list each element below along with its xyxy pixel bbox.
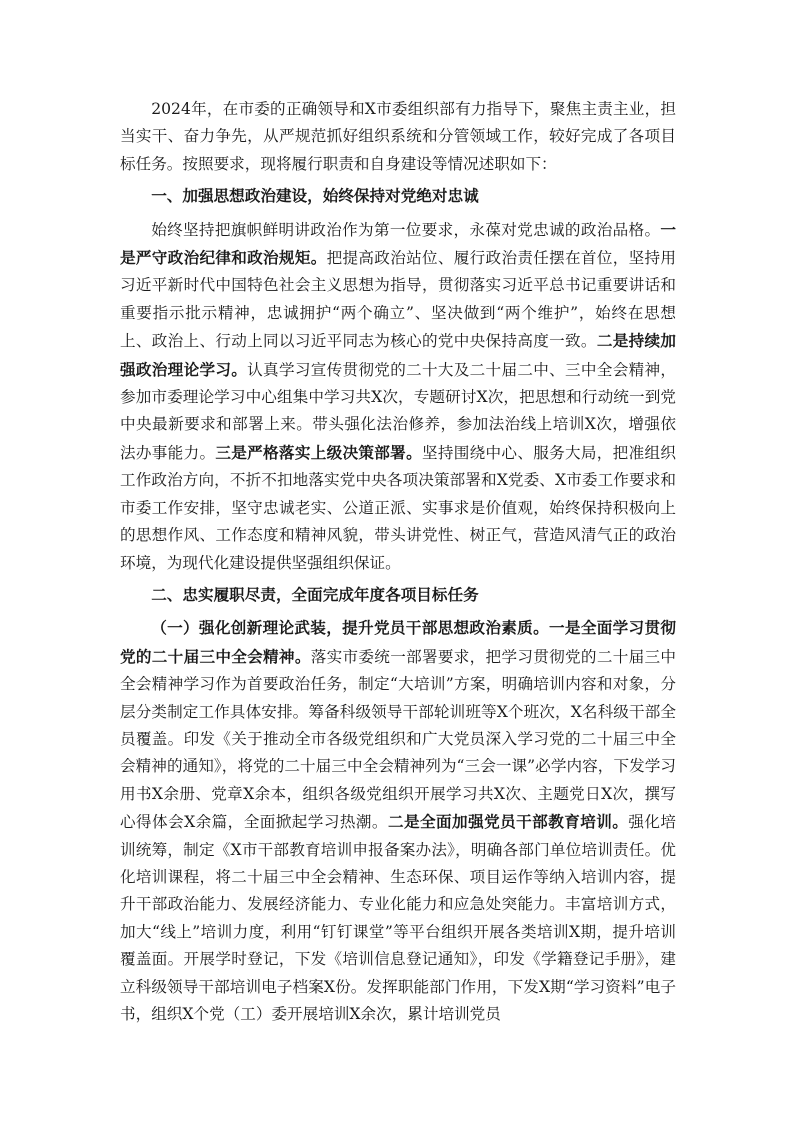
section-1-paragraph: 始终坚持把旗帜鲜明讲政治作为第一位要求，永葆对党忠诚的政治品格。一是严守政治纪律和政治规矩。把提高政治站位、履行政治责任摆在首位，坚持用习近平新时代中国特色社会主义思想为指导，贯彻落实习近平总书记重要讲话和重要指示批示精神，忠诚拥护“两个确立”、坚决做到“两个维护”，始终在思想上、政治上、行动上同以习近平同志为核心的党中央保持高度一致。二是持续加强政治理论学习。认真学习宣传贯彻党的二十大及二十届二中、三中全会精神，参加市委理论学习中心组集中学习共X次，专题研讨X次，把思想和行动统一到党中央最新要求和部署上来。带头强化法治修养，参加法治线上培训X次，增强依法办事能力。三是严格落实上级决策部署。坚持围绕中心、服务大局，把准组织工作政治方向，不折不扣地落实党中央各项决策部署和X党委、X市委工作要求和市委工作安排，坚守忠诚老实、公道正派、实事求是价值观，始终保持积极向上的思想作风、工作态度和精神风貌，带头讲党性、树正气，营造风清气正的政治环境，为现代化建设提供坚强组织保证。 bbox=[120, 219, 676, 572]
intro-paragraph: 2024年，在市委的正确领导和X市委组织部有力指导下，聚焦主责主业，担当实干、奋力争先，从严规范抓好组织系统和分管领域工作，较好完成了各项目标任务。按照要求，现将履行职责和自身建设等情况述职如下： bbox=[120, 100, 676, 173]
document-body bbox=[120, 96, 676, 1028]
point-1-title: 一是严守政治纪律和政治规矩。 bbox=[120, 219, 676, 268]
section-heading-2: 二、忠实履职尽责，全面完成年度各项目标任务 bbox=[151, 584, 479, 604]
subsection-1-paragraph: （一）强化创新理论武装，提升党员干部思想政治素质。一是全面学习贯彻党的二十届三中全会精神。落实市委统一部署要求，把学习贯彻党的二十届三中全会精神学习作为首要政治任务，制定“大培训”方案，明确培训内容和对象，分层分类制定工作具体安排。筹备科级领导干部轮训班等X个班次，X名科级干部全员覆盖。印发《关于推动全市各级党组织和广大党员深入学习党的二十届三中全会精神的通知》，将党的二十届三中全会精神列为“三会一课”必学内容，下发学习用书X余册、党章X余本，组织各级党组织开展学习共X次、主题党日X次，撰写心得体会X余篇，全面掀起学习热潮。二是全面加强党员干部教育培训。强化培训统筹，制定《X市干部教育培训申报备案办法》，明确各部门单位培训责任。优化培训课程，将二十届三中全会精神、生态环保、项目运作等纳入培训内容，提升干部政治能力、发展经济能力、专业化能力和应急处突能力。丰富培训方式，加大“线上”培训力度，利用“钉钉课堂”等平台组织开展各类培训X期，提升培训覆盖面。开展学时登记，下发《培训信息登记通知》，印发《学籍登记手册》，建立科级领导干部培训电子档案X份。发挥职能部门作用，下发X期“学习资料”电子书，组织X个党（工）委开展培训X余次，累计培训党员 bbox=[120, 618, 676, 1023]
sub-point-1-title: 一是全面学习贯彻党的二十届三中全会精神。 bbox=[120, 618, 676, 666]
point-3-title: 三是严格落实上级决策部署。 bbox=[215, 442, 422, 462]
section-heading-1: 一、加强思想政治建设，始终保持对党绝对忠诚 bbox=[151, 186, 479, 206]
point-2-title: 二是持续加强政治理论学习。 bbox=[120, 331, 676, 379]
subsection-1-title: （一）强化创新理论武装，提升党员干部思想政治素质。 bbox=[151, 618, 549, 638]
sub-point-2-title: 二是全面加强党员干部教育培训。 bbox=[387, 812, 629, 832]
